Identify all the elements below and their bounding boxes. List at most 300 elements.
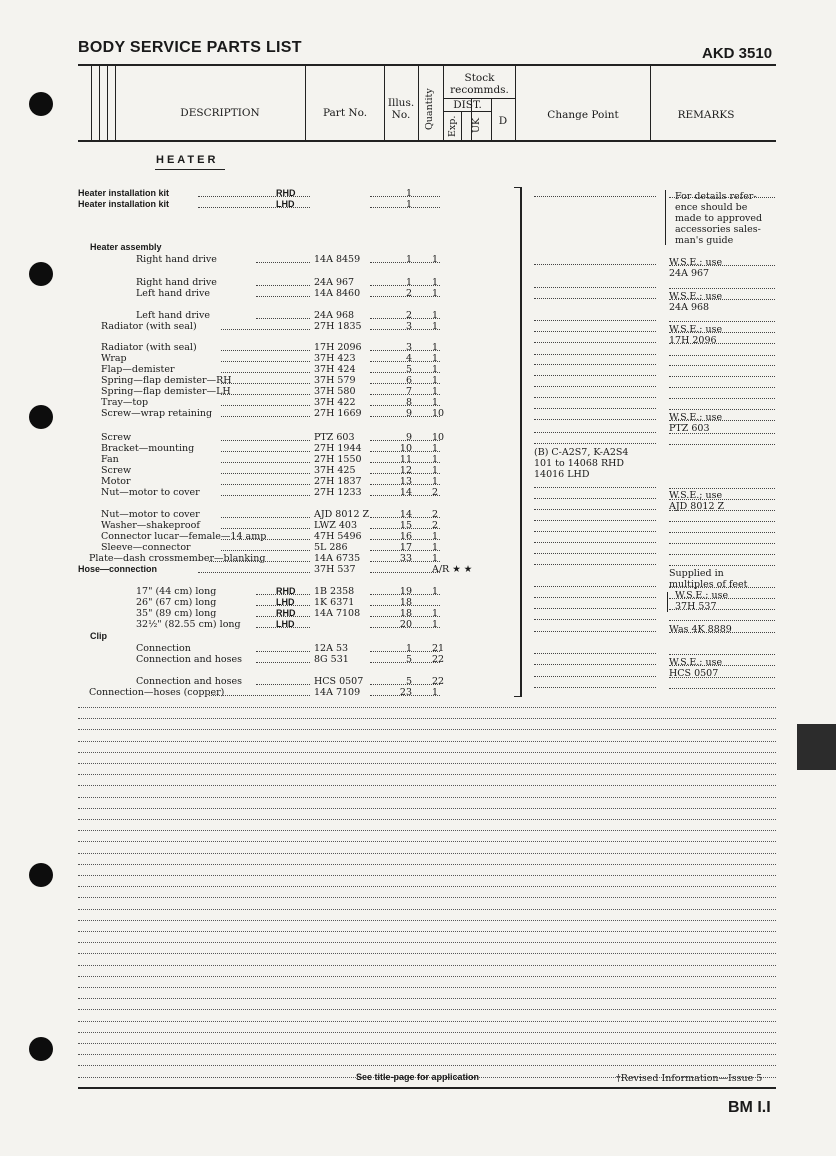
blank-ruled-line xyxy=(78,752,776,753)
row-leader xyxy=(221,329,310,330)
change-point-rule xyxy=(534,498,656,499)
remark-line: W.S.E.; use xyxy=(669,412,723,423)
col-header-illus-no: No. xyxy=(391,109,411,121)
change-point-rule xyxy=(534,542,656,543)
row-leader xyxy=(256,262,310,263)
remark-line: PTZ 603 xyxy=(669,423,710,434)
row-illus-no: 18 xyxy=(399,608,412,619)
row-leader xyxy=(221,405,310,406)
row-leader xyxy=(370,318,440,319)
row-illus-no: 9 xyxy=(405,432,412,443)
row-part-no: 37H 579 xyxy=(314,375,356,386)
row-leader xyxy=(370,405,440,406)
row-illus-no: 33 xyxy=(399,553,412,564)
change-point-rule xyxy=(534,586,656,587)
row-leader xyxy=(209,695,310,696)
blank-ruled-line xyxy=(78,853,776,854)
row-leader xyxy=(370,329,440,330)
blank-ruled-line xyxy=(78,897,776,898)
row-leader xyxy=(221,383,310,384)
remarks-rule xyxy=(669,409,775,410)
change-point-rule xyxy=(534,419,656,420)
row-description: Motor xyxy=(101,476,131,487)
change-point-rule xyxy=(534,342,656,343)
row-quantity: 10 xyxy=(432,432,445,443)
remark-line: ence should be xyxy=(675,202,748,213)
row-leader xyxy=(370,262,440,263)
row-leader xyxy=(370,350,440,351)
remark-line: W.S.E.; use xyxy=(669,490,723,501)
col-header-remarks: REMARKS xyxy=(677,109,735,121)
row-quantity: 1 xyxy=(432,254,439,265)
change-point-rule xyxy=(534,196,656,197)
row-part-no: 1K 6371 xyxy=(314,597,355,608)
row-part-no: 24A 967 xyxy=(314,277,355,288)
row-leader xyxy=(256,318,310,319)
row-leader xyxy=(221,361,310,362)
row-description: Spring—flap demister—RH xyxy=(101,375,232,386)
row-part-no: HCS 0507 xyxy=(314,676,364,687)
row-quantity: 1 xyxy=(432,608,439,619)
remarks-rule xyxy=(669,688,775,689)
row-quantity: 1 xyxy=(432,531,439,542)
col-header-dist: DIST. xyxy=(453,99,482,111)
row-description: Radiator (with seal) xyxy=(101,321,197,332)
row-quantity: 2 xyxy=(432,509,439,520)
col-header-part-no: Part No. xyxy=(322,107,368,119)
row-description: Screw—wrap retaining xyxy=(101,408,213,419)
blank-ruled-line xyxy=(78,998,776,999)
group-bracket xyxy=(520,187,522,697)
row-quantity: 1 xyxy=(432,465,439,476)
row-quantity: 1 xyxy=(432,476,439,487)
col-header-quantity: Quantity xyxy=(424,88,435,130)
row-part-no: 5L 286 xyxy=(314,542,348,553)
row-leader xyxy=(370,285,440,286)
row-part-no: 17H 2096 xyxy=(314,342,362,353)
remark-line: multiples of feet xyxy=(669,579,748,590)
row-description: Right hand drive xyxy=(136,254,217,265)
blank-ruled-line xyxy=(78,1009,776,1010)
remarks-rule xyxy=(669,288,775,289)
page-title: BODY SERVICE PARTS LIST xyxy=(78,39,302,56)
row-quantity: 2 xyxy=(432,487,439,498)
blank-ruled-line xyxy=(78,875,776,876)
row-drive-tag: RHD xyxy=(276,586,296,596)
row-leader xyxy=(370,473,440,474)
blank-ruled-line xyxy=(78,1021,776,1022)
row-description: Nut—motor to cover xyxy=(101,509,200,520)
blank-ruled-line xyxy=(78,774,776,775)
blank-ruled-line xyxy=(78,886,776,887)
row-part-no: 24A 968 xyxy=(314,310,355,321)
binder-hole xyxy=(29,405,53,429)
row-part-no: 37H 424 xyxy=(314,364,356,375)
col-divider xyxy=(91,66,92,140)
blank-ruled-line xyxy=(78,797,776,798)
row-description: Spring—flap demister—LH xyxy=(101,386,231,397)
row-leader xyxy=(370,550,440,551)
group-bracket xyxy=(514,696,521,697)
remark-line: W.S.E.; use xyxy=(669,257,723,268)
change-point-rule xyxy=(534,520,656,521)
row-illus-no: 14 xyxy=(399,487,412,498)
row-illus-no: 20 xyxy=(399,619,412,630)
row-illus-no: 3 xyxy=(405,321,412,332)
row-illus-no: 5 xyxy=(405,676,412,687)
row-illus-no: 1 xyxy=(405,188,412,199)
remarks-rule xyxy=(669,398,775,399)
row-description: Right hand drive xyxy=(136,277,217,288)
change-point-rule xyxy=(534,631,656,632)
row-leader xyxy=(370,605,440,606)
change-point-rule xyxy=(534,597,656,598)
blank-ruled-line xyxy=(78,909,776,910)
row-quantity: 1 xyxy=(432,397,439,408)
row-quantity: 1 xyxy=(432,342,439,353)
row-leader xyxy=(221,462,310,463)
row-leader xyxy=(256,605,310,606)
blank-ruled-line xyxy=(78,965,776,966)
top-rule xyxy=(78,64,776,66)
row-drive-tag: LHD xyxy=(276,619,295,629)
thumb-index-tab xyxy=(797,724,836,770)
row-quantity: 1 xyxy=(432,454,439,465)
row-description: Left hand drive xyxy=(136,288,210,299)
row-description: Connector lucar—female—14 amp xyxy=(101,531,267,542)
remarks-rule xyxy=(669,521,775,522)
row-leader xyxy=(370,207,440,208)
row-illus-no: 1 xyxy=(405,277,412,288)
row-quantity: 22 xyxy=(432,676,445,687)
row-leader xyxy=(370,440,440,441)
remarks-rule xyxy=(669,620,775,621)
row-leader xyxy=(221,539,310,540)
row-leader xyxy=(256,296,310,297)
remarks-rule xyxy=(669,654,775,655)
row-leader xyxy=(221,484,310,485)
blank-ruled-line xyxy=(78,763,776,764)
row-part-no: 14A 8460 xyxy=(314,288,361,299)
row-leader xyxy=(370,484,440,485)
row-part-no: 37H 537 xyxy=(314,564,356,575)
row-leader xyxy=(370,451,440,452)
remarks-rule xyxy=(669,565,775,566)
row-leader xyxy=(221,350,310,351)
change-point-rule xyxy=(534,619,656,620)
remark-line: 17H 2096 xyxy=(669,335,717,346)
blank-ruled-line xyxy=(78,1032,776,1033)
row-illus-no: 2 xyxy=(405,310,412,321)
row-illus-no: 18 xyxy=(399,597,412,608)
row-leader xyxy=(221,550,310,551)
change-point-rule xyxy=(534,408,656,409)
row-description: Connection and hoses xyxy=(136,676,242,687)
row-leader xyxy=(370,561,440,562)
row-part-no: 27H 1837 xyxy=(314,476,362,487)
remark-line: man's guide xyxy=(675,235,734,246)
row-leader xyxy=(370,627,440,628)
row-part-no: PTZ 603 xyxy=(314,432,355,443)
row-quantity: A/R ★ ★ xyxy=(432,564,473,575)
row-drive-tag: LHD xyxy=(276,597,295,607)
group-bracket xyxy=(514,187,521,188)
row-drive-tag: RHD xyxy=(276,188,296,198)
row-quantity: 1 xyxy=(432,364,439,375)
row-description: Fan xyxy=(101,454,119,465)
row-part-no: 37H 580 xyxy=(314,386,356,397)
change-point-rule xyxy=(534,608,656,609)
blank-ruled-line xyxy=(78,830,776,831)
row-illus-no: 3 xyxy=(405,342,412,353)
row-leader xyxy=(370,695,440,696)
row-part-no: 27H 1233 xyxy=(314,487,362,498)
row-description: Wrap xyxy=(101,353,127,364)
blank-ruled-line xyxy=(78,819,776,820)
col-divider xyxy=(444,111,491,112)
change-point-rule xyxy=(534,653,656,654)
row-leader xyxy=(221,416,310,417)
change-point-rule xyxy=(534,320,656,321)
row-illus-no: 7 xyxy=(405,386,412,397)
row-leader xyxy=(370,372,440,373)
row-illus-no: 19 xyxy=(399,586,412,597)
row-leader xyxy=(370,572,440,573)
row-leader xyxy=(198,207,310,208)
row-quantity: 1 xyxy=(432,586,439,597)
row-illus-no: 1 xyxy=(405,643,412,654)
row-part-no: 37H 422 xyxy=(314,397,356,408)
remarks-rule xyxy=(669,488,775,489)
change-point-rule xyxy=(534,264,656,265)
row-leader xyxy=(256,285,310,286)
blank-ruled-line xyxy=(78,920,776,921)
row-illus-no: 1 xyxy=(405,199,412,210)
row-part-no: 27H 1669 xyxy=(314,408,362,419)
remark-line: accessories sales- xyxy=(675,224,761,235)
blank-ruled-line xyxy=(78,1054,776,1055)
row-illus-no: 6 xyxy=(405,375,412,386)
remark-line: W.S.E.; use xyxy=(669,324,723,335)
blank-ruled-line xyxy=(78,942,776,943)
change-point-rule xyxy=(534,687,656,688)
blank-ruled-line xyxy=(78,718,776,719)
remark-bracket xyxy=(667,592,668,612)
row-quantity: 22 xyxy=(432,654,445,665)
row-leader xyxy=(370,539,440,540)
change-point-rule xyxy=(534,375,656,376)
row-description: Heater installation kit xyxy=(78,188,170,198)
remarks-rule xyxy=(669,321,775,322)
row-leader xyxy=(256,684,310,685)
row-illus-no: 2 xyxy=(405,288,412,299)
remarks-rule xyxy=(669,355,775,356)
row-illus-no: 1 xyxy=(405,254,412,265)
remark-line: W.S.E.; use xyxy=(669,291,723,302)
blank-ruled-line xyxy=(78,987,776,988)
blank-ruled-line xyxy=(78,741,776,742)
col-divider xyxy=(107,66,108,140)
remarks-rule xyxy=(669,543,775,544)
col-divider xyxy=(99,66,100,140)
row-leader xyxy=(221,473,310,474)
col-divider xyxy=(650,66,651,140)
row-description: Tray—top xyxy=(101,397,149,408)
row-leader xyxy=(256,594,310,595)
row-illus-no: 4 xyxy=(405,353,412,364)
row-leader xyxy=(198,196,310,197)
row-description: Hose—connection xyxy=(78,564,158,574)
blank-ruled-line xyxy=(78,729,776,730)
col-header-description: DESCRIPTION xyxy=(180,107,260,119)
row-description: Sleeve—connector xyxy=(101,542,191,553)
row-part-no: AJD 8012 Z xyxy=(314,509,370,520)
row-leader xyxy=(370,616,440,617)
row-leader xyxy=(370,517,440,518)
row-illus-no: 12 xyxy=(399,465,412,476)
row-leader xyxy=(370,394,440,395)
change-point-rule xyxy=(534,397,656,398)
row-leader xyxy=(221,372,310,373)
change-point-rule xyxy=(534,432,656,433)
section-underline xyxy=(155,169,225,170)
row-leader xyxy=(370,296,440,297)
blank-ruled-line xyxy=(78,864,776,865)
remark-line: AJD 8012 Z xyxy=(669,501,725,512)
row-illus-no: 5 xyxy=(405,364,412,375)
row-illus-no: 15 xyxy=(399,520,412,531)
row-part-no: 47H 5496 xyxy=(314,531,362,542)
change-point-rule xyxy=(534,287,656,288)
remarks-rule xyxy=(669,444,775,445)
row-part-no: 27H 1835 xyxy=(314,321,362,332)
row-quantity: 1 xyxy=(432,353,439,364)
row-description: Radiator (with seal) xyxy=(101,342,197,353)
change-point-rule xyxy=(534,664,656,665)
change-point-rule xyxy=(534,364,656,365)
row-leader xyxy=(370,495,440,496)
row-leader xyxy=(256,627,310,628)
col-header-recommds: recommds. xyxy=(450,84,509,96)
row-leader xyxy=(209,561,310,562)
row-quantity: 1 xyxy=(432,542,439,553)
row-leader xyxy=(256,651,310,652)
row-quantity: 2 xyxy=(432,520,439,531)
remark-line: W.S.E.; use xyxy=(675,590,729,601)
row-illus-no: 23 xyxy=(399,687,412,698)
remark-line: For details refer- xyxy=(675,191,757,202)
row-illus-no: 5 xyxy=(405,654,412,665)
row-leader xyxy=(221,517,310,518)
row-illus-no: 11 xyxy=(399,454,412,465)
footer-revision-note: †Revised Information—Issue 5 xyxy=(616,1073,763,1084)
row-leader xyxy=(370,462,440,463)
row-quantity: 1 xyxy=(432,288,439,299)
row-quantity: 1 xyxy=(432,277,439,288)
row-part-no: 14A 7109 xyxy=(314,687,361,698)
col-header-d: D xyxy=(498,115,508,127)
col-header-uk: UK xyxy=(471,117,482,133)
row-description: Heater installation kit xyxy=(78,199,170,209)
change-point-rule xyxy=(534,298,656,299)
row-description: 17" (44 cm) long xyxy=(136,586,217,597)
remarks-rule xyxy=(669,387,775,388)
row-quantity: 1 xyxy=(432,687,439,698)
blank-ruled-line xyxy=(78,785,776,786)
row-part-no: 14A 8459 xyxy=(314,254,361,265)
col-divider xyxy=(461,112,462,140)
row-description: Flap—demister xyxy=(101,364,175,375)
row-description: Connection and hoses xyxy=(136,654,242,665)
row-quantity: 1 xyxy=(432,386,439,397)
row-description: 35" (89 cm) long xyxy=(136,608,217,619)
row-leader xyxy=(256,616,310,617)
row-leader xyxy=(221,394,310,395)
remark-line: HCS 0507 xyxy=(669,668,719,679)
row-leader xyxy=(370,528,440,529)
row-leader xyxy=(198,572,310,573)
row-leader xyxy=(370,594,440,595)
row-leader xyxy=(370,361,440,362)
change-point-line: 14016 LHD xyxy=(534,469,590,480)
col-header-stock: Stock xyxy=(464,72,495,84)
row-part-no: 8G 531 xyxy=(314,654,349,665)
row-leader xyxy=(370,684,440,685)
change-point-rule xyxy=(534,564,656,565)
change-point-rule xyxy=(534,331,656,332)
row-leader xyxy=(370,383,440,384)
section-heading: HEATER xyxy=(156,154,219,166)
row-quantity: 1 xyxy=(432,443,439,454)
row-leader xyxy=(370,416,440,417)
change-point-line: (B) C-A2S7, K-A2S4 xyxy=(534,447,629,458)
remarks-rule xyxy=(669,532,775,533)
change-point-rule xyxy=(534,509,656,510)
row-illus-no: 17 xyxy=(399,542,412,553)
row-leader xyxy=(370,662,440,663)
col-divider xyxy=(515,66,516,140)
row-leader xyxy=(221,495,310,496)
blank-ruled-line xyxy=(78,1043,776,1044)
row-part-no: 27H 1550 xyxy=(314,454,362,465)
row-part-no: 1B 2358 xyxy=(314,586,355,597)
row-quantity: 1 xyxy=(432,553,439,564)
remark-bracket xyxy=(665,190,666,245)
col-divider xyxy=(418,66,419,140)
row-part-no: 12A 53 xyxy=(314,643,349,654)
row-description: Washer—shakeproof xyxy=(101,520,200,531)
col-divider xyxy=(115,66,116,140)
row-part-no: 37H 425 xyxy=(314,465,356,476)
row-description: Left hand drive xyxy=(136,310,210,321)
row-part-no: 37H 423 xyxy=(314,353,356,364)
change-point-rule xyxy=(534,354,656,355)
row-description: Nut—motor to cover xyxy=(101,487,200,498)
row-quantity: 21 xyxy=(432,643,445,654)
blank-ruled-line xyxy=(78,953,776,954)
row-illus-no: 10 xyxy=(399,443,412,454)
footer-rule xyxy=(78,1087,776,1089)
row-description: Connection—hoses (copper) xyxy=(89,687,225,698)
change-point-line: 101 to 14068 RHD xyxy=(534,458,625,469)
row-illus-no: 13 xyxy=(399,476,412,487)
remark-line: Was 4K 8889 xyxy=(669,624,732,635)
binder-hole xyxy=(29,863,53,887)
row-drive-tag: LHD xyxy=(276,199,295,209)
row-description: Screw xyxy=(101,432,132,443)
col-header-exp: Exp. xyxy=(447,115,458,137)
remark-line: 37H 537 xyxy=(675,601,717,612)
